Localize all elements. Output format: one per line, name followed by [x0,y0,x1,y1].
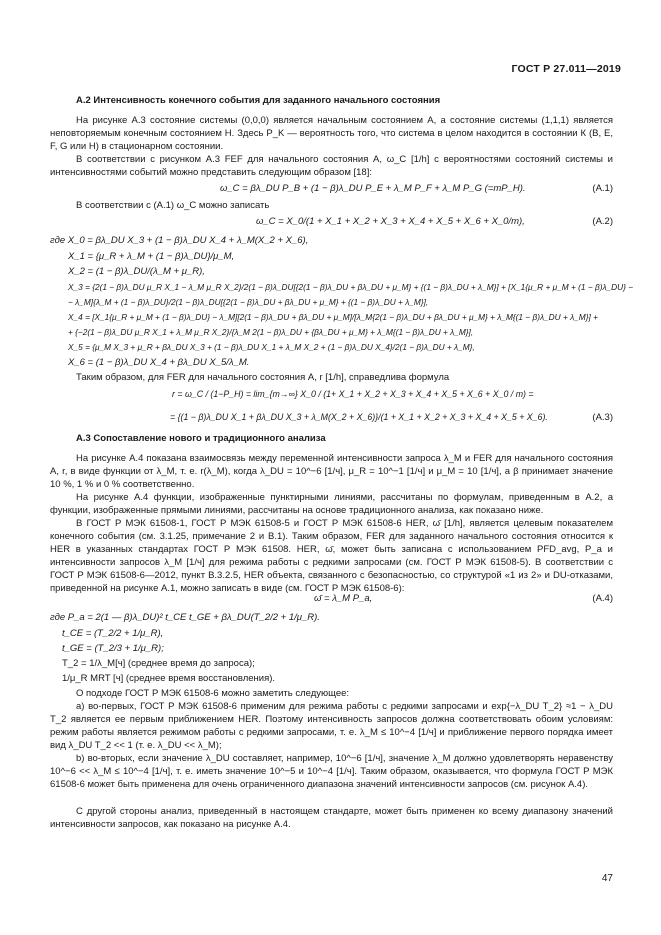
equation-a3-line2: = {(1 − β)λ_DU X_1 + βλ_DU X_3 + λ_M(X_2 + X_6)}/(1 + X_1 + X_2 + X_3 + X_4 + X_5 + X_6). [170,412,548,422]
where-mrt: 1/μ_R MRT [ч] (среднее время восстановления). [62,673,276,684]
where-tge: t_GE = (T_2/3 + 1/μ_R); [62,643,164,654]
where-x1: X_1 = {μ_R + λ_M + (1 − β)λ_DU}/μ_M, [68,251,235,262]
where-x6: X_6 = (1 − β)λ_DU X_4 + βλ_DU X_5/λ_M. [68,357,250,368]
a2-paragraph-3: В соответствии с (А.1) ω_C можно записать [76,200,270,211]
equation-a1-number: (А.1) [592,183,613,194]
page-number: 47 [601,873,613,884]
equation-a4: ω̄ = λ_M P_a, [314,593,373,604]
equation-a3-number: (А.3) [592,412,613,423]
where-x4-cont: + {−2(1 − β)λ_DU μ_R X_1 + λ_M μ_R X_2}/{λ_M 2(1 − β)λ_DU + {βλ_DU + μ_M} + λ_M{(1 − β)λ_DU + λ_M}], [68,327,474,337]
equation-a1: ω_C = βλ_DU P_B + (1 − β)λ_DU P_E + λ_M P_F + λ_M P_G (=mP_H). [220,183,526,194]
where-x3-cont: − λ_M]{λ_M + (1 − β)λ_DU}/2(1 − β)λ_DU[{2(1 − β)λ_DU + βλ_DU + μ_M} + {(1 − β)λ_DU + λ_M}], [68,297,429,307]
where-x4: X_4 = [X_1{μ_R + μ_M + (1 − β)λ_DU} − λ_M][2(1 − β)λ_DU + βλ_DU + μ_M]/[λ_M{2(1 − β)λ_DU + βλ_DU + μ_M} + λ_M{(1 − β)λ_DU + λ_M}] + [68,312,598,322]
where-x0: где X_0 = βλ_DU X_3 + (1 − β)λ_DU X_4 + λ_M(X_2 + X_6), [50,235,309,246]
equation-a2-number: (А.2) [592,216,613,227]
a3-paragraph-4: О подходе ГОСТ Р МЭК 61508-6 можно заметить следующее: [76,688,350,699]
where-t2: T_2 = 1/λ_M[ч] (среднее время до запроса); [62,658,255,669]
a3-item-b: b) во-вторых, если значение λ_DU составляет, например, 10^−6 [1/ч], значение λ_M должно удовлетворять неравенству 10^−6 << λ_M ≤ 10^−4 [1/ч], т. е. иметь значение 10^−5 и 10^−4 [1/ч]. Таким образом, оказывается, что формула ГОСТ Р МЭК 61508-6 может быть применена для очень ограниченного диапазона значений интенсивности запросов (см. рисунок А.4). [50,753,613,790]
equation-a3-line1: r = ω_C / (1−P_H) = lim_{m→∞} X_0 / (1+ X_1 + X_2 + X_3 + X_4 + X_5 + X_6 + X_0 / m) = [172,389,534,399]
a3-item-a: а) во-первых, ГОСТ Р МЭК 61508-6 применим для режима работы с редкими запросами и exp{−λ_DU T_2} ≈1 − λ_DU T_2 является ее первым приближением HER. Поэтому интенсивность запросов должна соответствовать обоим условиям: режим работы является режимом работы с редкими запросами, т. е. λ_M ≤ 10^−4 [1/ч] и приближение первого порядка имеет вид λ_DU T_2 << 1 (т. е. λ_DU << λ_M); [50,701,613,751]
a2-paragraph-4: Таким образом, для FER для начального состояния А, r [1/h], справедлива формула [76,372,450,383]
a3-paragraph-final: С другой стороны анализ, приведенный в настоящем стандарте, может быть применен ко всему диапазону значений интенсивности запросов, как показано на рисунке А.4. [50,806,613,830]
a3-paragraph-3: В ГОСТ Р МЭК 61508-1, ГОСТ Р МЭК 61508-5 и ГОСТ Р МЭК 61508-6 HER, ω̄ [1/h], является целевым показателем конечного события (см. 3.1.25, примечание 2 и В.1). Таким образом, FER для заданного начального состояния относится к HER в указанных стандартах ГОСТ Р МЭК 61508. HER, ω̄, может быть записана с использованием PFD_avg, P_a и интенсивности запросов λ_M [1/ч] для режима работы с редкими запросами (см. ГОСТ Р МЭК 61508-5). В соответствии с ГОСТ Р МЭК 61508-6—2012, пункт В.3.2.5, HER объекта, связанного с безопасностью, со структурой «1 из 2» и DU-отказами, приведенной на рисунке А.1, можно записать в виде (см. ГОСТ Р МЭК 61508-6): [50,518,613,594]
a2-paragraph-1: На рисунке А.3 состояние системы (0,0,0) является начальным состоянием А, а состояние системы (1,1,1) является неповторяемым конечным состоянием Н. Здесь P_K — вероятность того, что система в целом находится в состоянии К (В, Е, F, G или Н) в стационарном состоянии. [50,115,613,152]
a3-paragraph-1: На рисунке А.4 показана взаимосвязь между переменной интенсивности запроса λ_M и FER для начального состояния А, r, в виде функции от λ_M, т. е. r(λ_M), когда λ_DU = 10^−6 [1/ч], μ_R = 10^−1 [1/ч] и μ_M = 10 [1/ч], а β принимает значение 10 %, 1 % и 0 % соответственно. [50,453,613,490]
a2-paragraph-2: В соответствии с рисунком А.3 FEF для начального состояния А, ω_C [1/h] с вероятностями состояний системы и интенсивностями событий можно представить следующим образом [18]: [50,154,613,178]
where-tce: t_CE = (T_2/2 + 1/μ_R), [62,628,164,639]
where-x5: X_5 = {μ_M X_3 + μ_R + βλ_DU X_3 + (1 − β)λ_DU X_1 + λ_M X_2 + (1 − β)λ_DU X_4}/2(1 − β)λ_DU + λ_M}, [68,342,475,352]
equation-a2: ω_C = X_0/(1 + X_1 + X_2 + X_3 + X_4 + X_5 + X_6 + X_0/m), [256,216,525,227]
where-pa: где P_a = 2(1 — β)λ_DU)² t_CE t_GE + βλ_DU(T_2/2 + 1/μ_R). [50,612,320,623]
section-a3-title: А.3 Сопоставление нового и традиционного анализа [76,433,326,444]
a3-paragraph-2: На рисунке А.4 функции, изображенные пунктирными линиями, рассчитаны по формулам, приведенным в А.2, а функции, изображенные прямыми линиями, рассчитаны на основе традиционного анализа, как показано ниже. [50,492,613,516]
document-header: ГОСТ Р 27.011—2019 [511,63,621,75]
where-x3: X_3 = {2(1 − β)λ_DU μ_R X_1 − λ_M μ_R X_2}/2(1 − β)λ_DU[{2(1 − β)λ_DU + βλ_DU + μ_M} + {(1 − β)λ_DU + λ_M}] + [X_1{μ_R + μ_M + (1 − β)λ_DU} − [68,282,634,292]
equation-a4-number: (А.4) [592,593,613,604]
where-x2: X_2 = (1 − β)λ_DU/(λ_M + μ_R), [68,266,205,277]
section-a2-title: А.2 Интенсивность конечного события для заданного начального состояния [76,95,441,106]
